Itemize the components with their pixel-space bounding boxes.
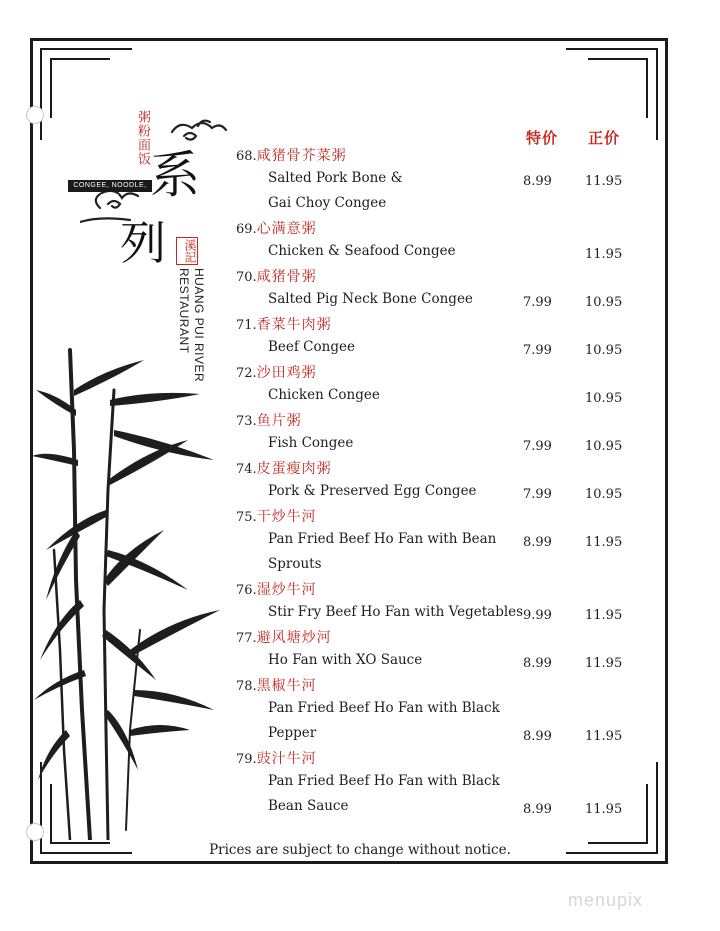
menu-item-english-text: Chicken & Seafood Congee bbox=[268, 243, 456, 259]
special-price: 7.99 bbox=[523, 487, 552, 502]
menu-item-english-text: Stir Fry Beef Ho Fan with Vegetables bbox=[268, 604, 524, 620]
regular-price: 10.95 bbox=[585, 439, 623, 454]
menu-item-chinese-name: 心满意粥 bbox=[256, 221, 317, 237]
menu-item-number: 74. bbox=[236, 462, 257, 477]
menu-item-number: 69. bbox=[236, 222, 257, 237]
logo-character-1: 系 bbox=[150, 146, 200, 204]
menu-item-chinese-name: 干炒牛河 bbox=[256, 509, 317, 525]
menu-item-english-name bbox=[236, 529, 636, 554]
menu-item-english-name bbox=[236, 385, 636, 410]
special-price-header: 特价 bbox=[526, 129, 559, 147]
menu-item-english-name bbox=[236, 796, 636, 821]
regular-price: 11.95 bbox=[585, 535, 623, 550]
menu-item-english-name bbox=[236, 289, 636, 314]
menu-item-chinese-name: 避风塘炒河 bbox=[256, 630, 332, 646]
logo-character-2: 列 bbox=[120, 216, 166, 270]
menu-item bbox=[236, 675, 636, 748]
regular-price: 10.95 bbox=[585, 391, 623, 406]
special-price: 7.99 bbox=[523, 295, 552, 310]
special-price: 8.99 bbox=[523, 535, 552, 550]
menu-item-header bbox=[236, 410, 636, 433]
menu-item-english-text: Pepper bbox=[268, 725, 317, 741]
menu-item-english-text: Pan Fried Beef Ho Fan with Black bbox=[268, 700, 500, 716]
menu-item-english-name bbox=[236, 771, 636, 796]
menu-item-english-name bbox=[236, 168, 636, 193]
special-price: 8.99 bbox=[523, 174, 552, 189]
menu-item-header bbox=[236, 627, 636, 650]
menu-item-number: 79. bbox=[236, 752, 257, 767]
menu-item bbox=[236, 579, 636, 627]
menu-item-english-text: Salted Pig Neck Bone Congee bbox=[268, 291, 473, 307]
menu-item-english-text: Pan Fried Beef Ho Fan with Bean bbox=[268, 531, 497, 547]
menu-item-number: 72. bbox=[236, 366, 257, 381]
menu-item bbox=[236, 627, 636, 675]
regular-price: 10.95 bbox=[585, 343, 623, 358]
menu-item bbox=[236, 218, 636, 266]
menu-item-header bbox=[236, 675, 636, 698]
menu-item-header bbox=[236, 506, 636, 529]
menu-item-english-text: Chicken Congee bbox=[268, 387, 380, 403]
regular-price: 11.95 bbox=[585, 247, 623, 262]
regular-price: 11.95 bbox=[585, 729, 623, 744]
menu-item bbox=[236, 410, 636, 458]
menu-item-chinese-name: 鱼片粥 bbox=[256, 413, 302, 429]
menu-item-english-text: Pan Fried Beef Ho Fan with Black bbox=[268, 773, 500, 789]
menu-item-english-name bbox=[236, 698, 636, 723]
menu-item-english-text: Salted Pork Bone & bbox=[268, 170, 403, 186]
restaurant-name: HUANG PUI RIVER RESTAURANT bbox=[177, 268, 206, 383]
menu-item-english-name bbox=[236, 481, 636, 506]
menu-item bbox=[236, 362, 636, 410]
special-price: 8.99 bbox=[523, 656, 552, 671]
regular-price: 11.95 bbox=[585, 174, 623, 189]
special-price: 7.99 bbox=[523, 343, 552, 358]
menu-item-chinese-name: 咸猪骨粥 bbox=[256, 269, 317, 285]
menu-item-number: 73. bbox=[236, 414, 257, 429]
menu-item-english-text: Ho Fan with XO Sauce bbox=[268, 652, 423, 668]
menu-item bbox=[236, 145, 636, 218]
menu-item bbox=[236, 506, 636, 579]
menu-item-english-name bbox=[236, 554, 636, 579]
menu-item-header bbox=[236, 145, 636, 168]
menu-item-english-name bbox=[236, 723, 636, 748]
menu-item-english-name bbox=[236, 241, 636, 266]
menu-item-number: 76. bbox=[236, 583, 257, 598]
menu-item-english-text: Beef Congee bbox=[268, 339, 355, 355]
regular-price-header: 正价 bbox=[588, 129, 621, 147]
menu-item-english-text: Fish Congee bbox=[268, 435, 354, 451]
regular-price: 10.95 bbox=[585, 295, 623, 310]
price-disclaimer: Prices are subject to change without notice. bbox=[209, 842, 511, 858]
menu-item-english-name bbox=[236, 650, 636, 675]
menu-item bbox=[236, 458, 636, 506]
special-price: 8.99 bbox=[523, 802, 552, 817]
menu-item-chinese-name: 黑椒牛河 bbox=[256, 678, 317, 694]
menu-item-number: 78. bbox=[236, 679, 257, 694]
menu-item-number: 70. bbox=[236, 270, 257, 285]
menu-item-english-text: Sprouts bbox=[268, 556, 322, 572]
menu-item-english-name bbox=[236, 193, 636, 218]
menu-item-chinese-name: 沙田鸡粥 bbox=[256, 365, 317, 381]
menu-item-header bbox=[236, 362, 636, 385]
special-price: 7.99 bbox=[523, 439, 552, 454]
special-price: 9.99 bbox=[523, 608, 552, 623]
logo-chinese-subtitle: 粥粉面饭 bbox=[135, 110, 150, 166]
menu-item bbox=[236, 748, 636, 821]
menu-item-chinese-name: 咸猪骨芥菜粥 bbox=[256, 148, 347, 164]
menu-item-chinese-name: 香菜牛肉粥 bbox=[256, 317, 332, 333]
menu-item-number: 68. bbox=[236, 149, 257, 164]
regular-price: 11.95 bbox=[585, 656, 623, 671]
regular-price: 11.95 bbox=[585, 608, 623, 623]
menu-item-english-text: Gai Choy Congee bbox=[268, 195, 387, 211]
menu-item-english-text: Pork & Preserved Egg Congee bbox=[268, 483, 477, 499]
menu-item-chinese-name: 豉汁牛河 bbox=[256, 751, 317, 767]
menu-item-header bbox=[236, 218, 636, 241]
regular-price: 11.95 bbox=[585, 802, 623, 817]
bamboo-illustration-icon bbox=[30, 330, 260, 840]
menu-item-header bbox=[236, 314, 636, 337]
menu-item-header bbox=[236, 579, 636, 602]
menu-item-english-name bbox=[236, 337, 636, 362]
menu-item-header bbox=[236, 458, 636, 481]
menu-item-english-name bbox=[236, 602, 636, 627]
menu-item-number: 71. bbox=[236, 318, 257, 333]
menu-item-chinese-name: 湿炒牛河 bbox=[256, 582, 317, 598]
watermark: menupix bbox=[568, 890, 644, 910]
regular-price: 10.95 bbox=[585, 487, 623, 502]
binder-hole bbox=[26, 106, 44, 124]
menu-item-header bbox=[236, 266, 636, 289]
menu-list bbox=[236, 145, 636, 821]
menu-item-chinese-name: 皮蛋瘦肉粥 bbox=[256, 461, 332, 477]
menu-item-english-name bbox=[236, 433, 636, 458]
logo-seal: 溪記 bbox=[176, 237, 198, 265]
logo-english-subtitle: CONGEE, NOODLE, RICE bbox=[68, 180, 152, 192]
menu-item bbox=[236, 266, 636, 314]
menu-item-header bbox=[236, 748, 636, 771]
menu-item-number: 77. bbox=[236, 631, 257, 646]
menu-item-number: 75. bbox=[236, 510, 257, 525]
menu-item-english-text: Bean Sauce bbox=[268, 798, 349, 814]
special-price: 8.99 bbox=[523, 729, 552, 744]
menu-item bbox=[236, 314, 636, 362]
